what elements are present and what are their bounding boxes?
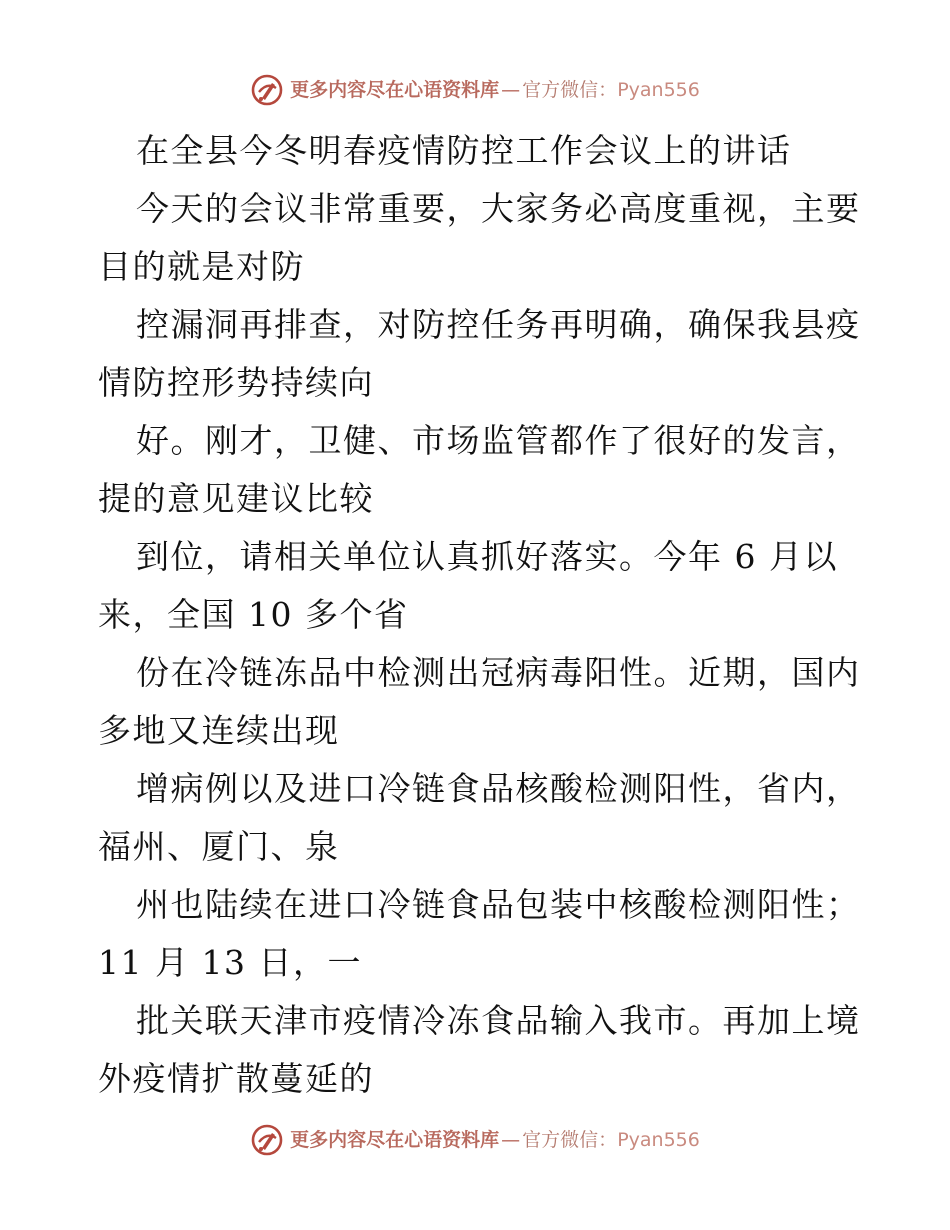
- document-body: [98, 122, 861, 1108]
- text-line: 11 月 13 日，一: [98, 943, 362, 982]
- text-line: 增病例以及进口冷链食品核酸检测阳性，省内，: [136, 769, 861, 808]
- watermark-id: Pyan556: [617, 1129, 700, 1151]
- watermark-text: [290, 1120, 700, 1160]
- watermark-text: [290, 70, 700, 110]
- text-line: 提的意见建议比较: [98, 479, 374, 518]
- text-line: 目的就是对防: [98, 247, 305, 286]
- watermark-brand: 更多内容尽在心语资料库: [290, 79, 500, 101]
- text-line: 州也陆续在进口冷链食品包装中核酸检测阳性；: [136, 885, 861, 924]
- text-line: 好。刚才，卫健、市场监管都作了很好的发言，: [136, 421, 861, 460]
- text-line: 福州、厦门、泉: [98, 827, 340, 866]
- footer-watermark: [0, 1120, 950, 1160]
- text-line: 来，全国 10 多个省: [98, 595, 409, 634]
- watermark-id: Pyan556: [617, 79, 700, 101]
- brand-logo-icon: [250, 1123, 284, 1157]
- text-line: 控漏洞再排查，对防控任务再明确，确保我县疫: [136, 305, 861, 344]
- watermark-dash: —: [501, 79, 521, 101]
- text-line: 份在冷链冻品中检测出冠病毒阳性。近期，国内: [136, 653, 861, 692]
- text-line: 批关联天津市疫情冷冻食品输入我市。再加上境: [136, 1001, 861, 1040]
- header-watermark: [0, 70, 950, 110]
- brand-logo-icon: [250, 73, 284, 107]
- text-line: 今天的会议非常重要，大家务必高度重视，主要: [136, 189, 861, 228]
- text-line: 情防控形势持续向: [98, 363, 374, 402]
- text-line: 外疫情扩散蔓延的: [98, 1059, 374, 1098]
- watermark-label: 官方微信：: [522, 1129, 618, 1151]
- text-line: 到位，请相关单位认真抓好落实。今年 6 月以: [136, 537, 838, 576]
- text-line: 多地又连续出现: [98, 711, 340, 750]
- watermark-dash: —: [501, 1129, 521, 1151]
- watermark-label: 官方微信：: [522, 79, 618, 101]
- document-title: 在全县今冬明春疫情防控工作会议上的讲话: [136, 131, 792, 170]
- watermark-brand: 更多内容尽在心语资料库: [290, 1129, 500, 1151]
